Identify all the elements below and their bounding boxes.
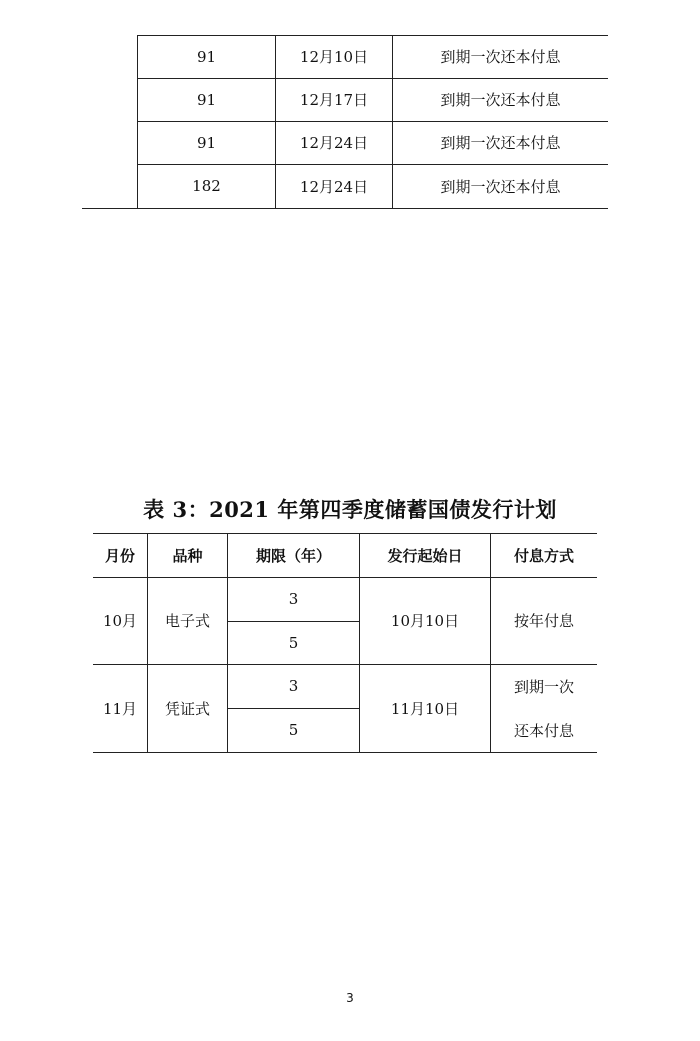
table3-month-cell: 11月 — [102, 699, 138, 718]
table3-month-cell: 10月 — [102, 612, 138, 630]
table3-header-month: 月份 — [104, 546, 135, 565]
table3-type-cell: 凭证式 — [164, 699, 210, 718]
table3-payment-cell-line2: 还本付息 — [513, 721, 574, 740]
table3-term-cell: 3 — [288, 590, 299, 608]
top-table-term-cell: 91 — [196, 90, 217, 109]
top-table-date-cell: 12月24日 — [299, 177, 369, 196]
top-table-method-cell: 到期一次还本付息 — [440, 134, 561, 152]
top-table-term-cell: 91 — [196, 133, 217, 152]
page-number: 3 — [346, 991, 354, 1005]
table3-term-cell: 5 — [288, 721, 299, 739]
table3-bottom-line — [93, 752, 597, 753]
top-table-date-cell: 12月24日 — [299, 134, 369, 152]
table3-start-date-cell: 10月10日 — [390, 612, 460, 630]
table3-term-cell: 3 — [288, 677, 299, 695]
table3-term-cell: 5 — [288, 633, 299, 652]
top-table-bottom-line — [82, 208, 608, 209]
table3-type-cell: 电子式 — [164, 612, 210, 630]
table3-header-type: 品种 — [172, 546, 203, 565]
top-table-date-cell: 12月17日 — [299, 91, 369, 109]
top-table-method-cell: 到期一次还本付息 — [440, 48, 561, 66]
table3-header-start-date: 发行起始日 — [387, 546, 463, 565]
table3-title: 表 3：2021 年第四季度储蓄国债发行计划 — [143, 497, 557, 522]
top-table-term-cell: 182 — [192, 177, 221, 195]
top-table-date-cell: 12月10日 — [299, 48, 369, 66]
table3-payment-cell-line1: 到期一次 — [513, 677, 574, 696]
top-table-method-cell: 到期一次还本付息 — [440, 91, 561, 109]
table3-header-payment: 付息方式 — [513, 546, 574, 565]
top-table-method-cell: 到期一次还本付息 — [440, 177, 561, 196]
table3-start-date-cell: 11月10日 — [390, 699, 460, 718]
table3-payment-cell: 按年付息 — [513, 612, 574, 630]
top-table-term-cell: 91 — [196, 47, 217, 66]
table3-header-term: 期限（年） — [255, 546, 331, 565]
